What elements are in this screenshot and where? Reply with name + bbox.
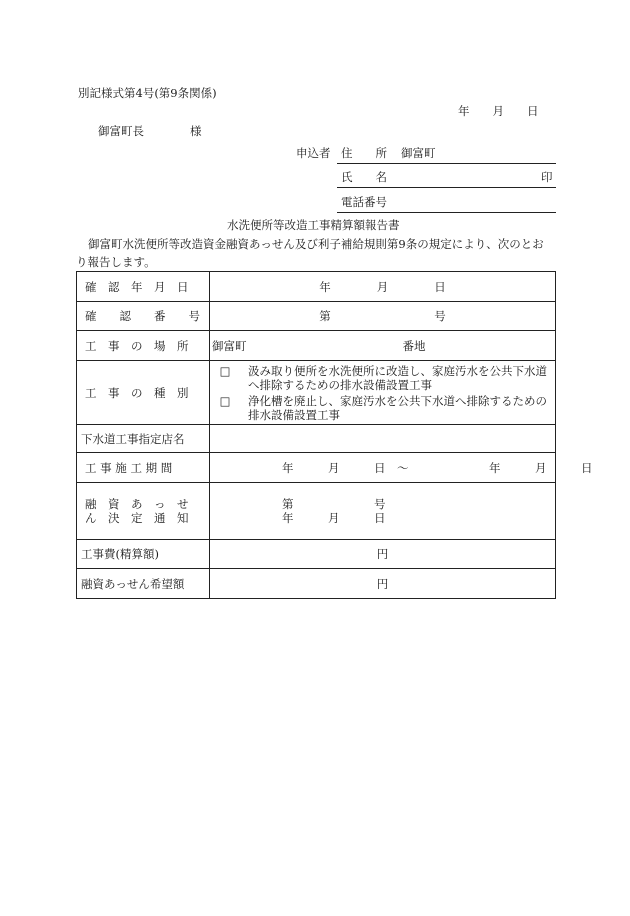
work-type-option-1-text2: へ排除するための排水設備設置工事 [248,377,432,392]
table-row [77,425,556,453]
document-title: 水洗便所等改造工事精算額報告書 [227,218,400,232]
location-lot-suffix: 番地 [402,338,426,353]
form-number: 別記様式第4号(第9条関係) [78,86,217,100]
report-date: 年 月 日 [458,104,539,118]
row-label-loan-request: 融資あっせん希望額 [81,576,185,591]
row-label-contractor: 下水道工事指定店名 [81,431,185,446]
row-label-loan-notice-line2: ん 決 定 通 知 [85,511,189,525]
table-row [77,272,556,302]
table-row [77,302,556,331]
location-town: 御富町 [212,338,247,353]
table-row [77,569,556,599]
row-label-work-period: 工 事 施 工 期 間 [85,460,173,475]
body-text-line2: り報告します。 [76,255,156,269]
loan-notice-number: 第 号 [282,497,386,511]
seal-mark: 印 [541,170,553,184]
row-label-work-location: 工 事 の 場 所 [85,338,189,353]
applicant-label: 申込者 [296,146,331,160]
row-label-confirm-number: 確 認 番 号 [85,309,200,323]
row-label-work-type: 工 事 の 種 別 [85,385,189,400]
contractor-name-field[interactable] [210,425,556,453]
table-row [77,453,556,483]
checkbox-icon[interactable]: □ [219,393,231,408]
table-row [77,540,556,569]
report-table [76,271,593,599]
row-label-confirm-date: 確 認 年 月 日 [85,279,189,294]
work-type-option-1-text1: 汲み取り便所を水洗便所に改造し、家庭汚水を公共下水道 [248,363,547,378]
checkbox-icon[interactable]: □ [219,363,231,378]
loan-request-unit: 円 [376,576,389,591]
work-type-option-1[interactable] [210,364,555,378]
address-label: 住 所 [341,146,387,160]
table-row [77,331,556,361]
table-row [77,483,556,540]
work-cost-unit: 円 [376,547,389,561]
work-period-value: 年 月 日 ～ 年 月 日 [282,460,593,475]
row-label-work-cost: 工事費(精算額) [81,547,159,561]
work-type-option-2-text1: 浄化槽を廃止し、家庭汚水を公共下水道へ排除するための [248,393,547,408]
name-label: 氏 名 [341,170,387,184]
confirm-number-value: 第 号 [319,309,446,323]
loan-notice-date: 年 月 日 [282,511,386,525]
address-underline [337,163,556,164]
addressee: 御富町長 様 [98,124,202,138]
table-row [77,361,556,425]
name-underline [337,187,556,188]
phone-underline [337,212,556,213]
body-text-line1: 御富町水洗便所等改造資金融資あっせん及び利子補給規則第9条の規定により、次のとお [88,237,544,251]
address-value: 御富町 [401,146,436,160]
row-label-loan-notice-line1: 融 資 あ っ せ [85,497,189,511]
work-type-option-2-text2: 排水設備設置工事 [248,407,340,422]
work-type-option-2[interactable] [210,394,555,408]
confirm-date-value: 年 月 日 [319,279,446,294]
phone-label: 電話番号 [341,195,387,209]
